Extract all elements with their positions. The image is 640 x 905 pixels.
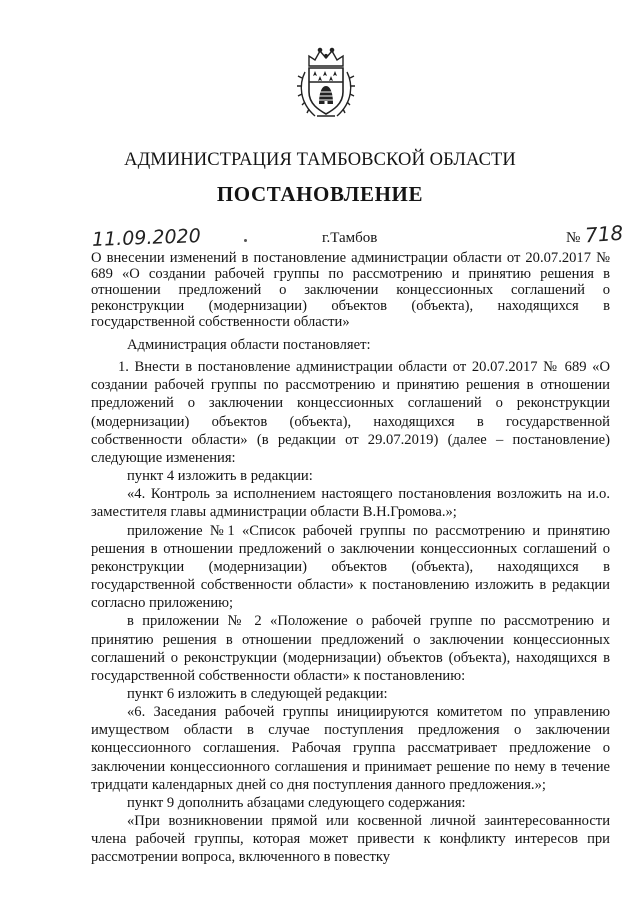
document-date: 11.09.2020 — [91, 225, 202, 251]
body-paragraph: в приложении № 2 «Положение о рабочей группе по рассмотрению и принятию решения в отношении предложений о заключении концессионных соглашений о реконструкции (модернизации) объектов (объекта), находящихся в государственной собственности области» к постановлению: — [91, 613, 610, 684]
body-paragraph: приложение №1 «Список рабочей группы по рассмотрению и принятию решения в отношении предложений о заключении концессионных соглашений о реконструкции (модернизации) объектов (объекта), находящихся в государственной собственности области» к постановлению изложить в редакции согласно приложению; — [91, 522, 610, 612]
document-body — [91, 336, 610, 867]
body-paragraph: пункт 4 изложить в редакции: — [127, 468, 313, 485]
body-paragraph: «6. Заседания рабочей группы инициируются комитетом по управлению имуществом области в случае поступления предложения о заключении концессионного соглашения. Рабочая группа рассматривает предложение о заключении концессионного соглашения и принимает решение по нему в течение тридцати календарных дней со дня поступления данного предложения.»; — [91, 704, 610, 793]
document-subject: О внесении изменений в постановление администрации области от 20.07.2017 № 689 «О создании рабочей группы по рассмотрению и принятию решения в отношении предложений о заключении концессионных соглашений о реконструкции (модернизации) объектов (объекта), находящихся в государственной собственности области» — [91, 250, 610, 330]
document-type-title: ПОСТАНОВЛЕНИЕ — [216, 182, 424, 206]
body-paragraph: 1. Внести в постановление администрации области от 20.07.2017 № 689 «О создании рабочей группы по рассмотрению и принятию решения в отношении предложений о заключении концессионных соглашений о реконструкции (модернизации) объектов (объекта), находящихся в государственной собственности области» (в редакции от 29.07.2019) (далее – постановление) следующие изменения: — [91, 359, 610, 466]
separator-dot — [244, 239, 247, 242]
coat-of-arms-icon — [295, 46, 357, 122]
body-paragraph: «4. Контроль за исполнением настоящего постановления возложить на и.о. заместителя главы администрации области В.Н.Громова.»; — [91, 486, 610, 521]
organization-name: АДМИНИСТРАЦИЯ ТАМБОВСКОЙ ОБЛАСТИ — [124, 150, 516, 170]
number-label: № — [566, 230, 581, 246]
document-city: г.Тамбов — [322, 230, 378, 246]
body-paragraph: «При возникновении прямой или косвенной личной заинтересованности члена рабочей группы, которая может привести к конфликту интересов при рассмотрении вопроса, включенного в повестку — [91, 813, 610, 866]
body-paragraph: пункт 9 дополнить абзацами следующего содержания: — [127, 794, 466, 811]
document-number: 718 — [584, 220, 624, 248]
body-paragraph: Администрация области постановляет: — [127, 337, 371, 353]
body-paragraph: пункт 6 изложить в следующей редакции: — [127, 685, 388, 702]
